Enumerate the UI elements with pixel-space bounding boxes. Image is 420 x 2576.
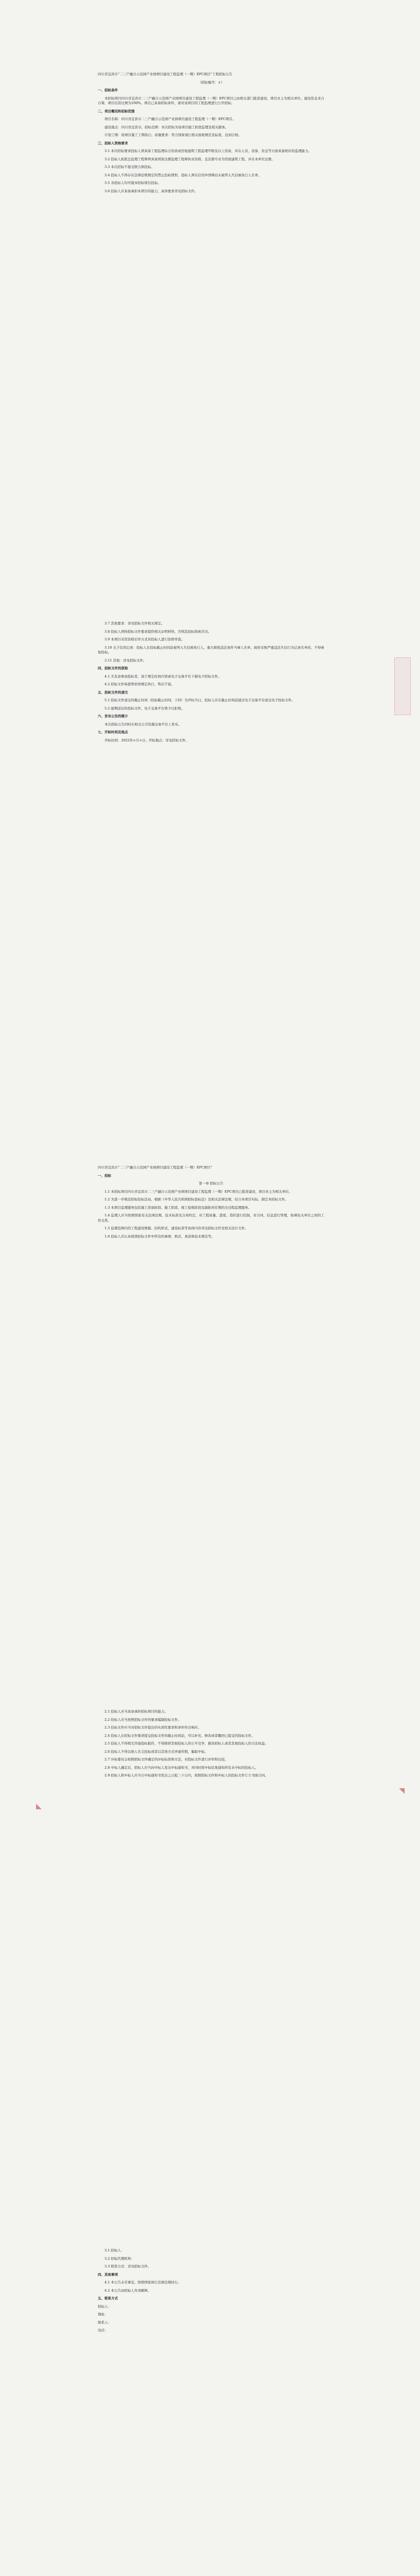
- paragraph: 3.5 各投标人均可就本招标项目投标。: [104, 181, 161, 185]
- paragraph: 项目名称：四川省宜宾市二三产融合示范园产业园项目建设工程监理（一期）EPC项目。: [104, 117, 236, 121]
- section-heading: 一、招标条件: [98, 88, 118, 92]
- paragraph: 3.2 招标代理机构：: [104, 2256, 134, 2261]
- page-4-content: [98, 1709, 324, 1782]
- paragraph: 1.1 本招标项目四川省宜宾市二三产融合示范园产业园项目建设工程监理（一期）EPC项目已批准建设，项目业主为相关单位。: [104, 1189, 292, 1194]
- page-5-content: [98, 2248, 324, 2336]
- document-intro: 四川省宜宾市“二三产融合示范园产业园项目建设工程监理（一期）EPC项目”: [98, 1165, 213, 1170]
- paragraph: 1.2 为进一步规范招标投标活动，根据《中华人民共和国招标投标法》及相关法律法规，结合本项目实际，制定本招标文件。: [104, 1197, 288, 1201]
- notice-intro: 四川省宜宾市“二三产融合示范园产业园项目建设工程监理（一期）EPC项目”工程招标公告: [98, 72, 233, 76]
- paragraph: 3.2 投标人拟派总监理工程师须具备国家注册监理工程师执业资格，且注册专业为房屋建筑工程，并在本单位注册。: [104, 157, 275, 161]
- paragraph: 2.8 中标人确定后，招标人应当向中标人发出中标通知书，并同时将中标结果通知所有未中标的投标人。: [104, 1765, 258, 1770]
- paragraph: 3.6 投标人应具备承担本项目的能力，具体要求详见招标文件。: [104, 189, 198, 193]
- paragraph: 计划工期：按项目施工工期执行。质量要求：符合国家现行相关验收规范及标准，达到合格。: [104, 133, 242, 137]
- section-heading: 四、其他事项: [98, 2272, 118, 2277]
- section-heading: 二、项目概况和招标范围: [98, 109, 135, 113]
- section-heading: 六、发布公告的媒介: [98, 714, 128, 718]
- paragraph: 3.1 招标人：: [104, 2248, 125, 2252]
- paragraph: 2.4 投标人在招标文件要求提交投标文件的截止时间前，可以补充、修改或者撤回已提交的投标文件。: [104, 1733, 255, 1738]
- paragraph: 2.9 招标人和中标人应当自中标通知书发出之日起三十日内，按照招标文件和中标人的投标文件订立书面合同。: [104, 1773, 268, 1777]
- paragraph: 2.5 投标人不得相互串通投标报价，不得排挤其他投标人的公平竞争，损害招标人或者其他投标人的合法权益。: [104, 1741, 268, 1745]
- paragraph: 3.7 其他要求：详见招标文件相关规定。: [104, 621, 165, 625]
- paragraph: 3.4 投标人不得存在法律法规规定的禁止投标情形，投标人须在信用中国网站未被列入失信被执行人名单。: [104, 173, 261, 177]
- section-heading: 四、招标文件的获取: [98, 666, 128, 670]
- section-heading: 五、投标文件的递交: [98, 690, 128, 694]
- paragraph: 1.4 监理人应当按照国家有关法律法规、技术标准及合同约定，对工程质量、进度、造价进行控制，对合同、信息进行管理，协调有关单位之间的工作关系。: [98, 1213, 324, 1223]
- paragraph: 3.11 其他：详见招标文件。: [104, 658, 147, 663]
- paragraph: 2.1 投标人应当具备承担招标项目的能力。: [104, 1709, 168, 1714]
- paragraph: 5.2 逾期送达的投标文件，电子交易平台将予以拒收。: [104, 706, 185, 710]
- paragraph: 本次招标公告同时在相关公共资源交易平台上发布。: [104, 722, 182, 726]
- paragraph: 开标时间：2022年×月×日。开标地点：详见招标文件。: [104, 738, 189, 742]
- paragraph: 4.1 本公告未尽事宜，按照国家现行法律法规执行。: [104, 2280, 181, 2284]
- section-heading: 五、联系方式: [98, 2296, 118, 2300]
- paragraph: 3.10 关于信用记录：投标人在投标截止时间前被列入失信被执行人、重大税收违法案件当事人名单、政府采购严重违法失信行为记录名单的，不得参加投标。: [98, 645, 324, 654]
- contact-line: 联系人：: [98, 2320, 111, 2325]
- paragraph: 建设地点：四川省宜宾市。招标范围：本次招标为该项目施工阶段监理及相关服务。: [104, 125, 229, 129]
- page-1-content: [98, 72, 324, 197]
- paragraph: 1.5 监理范围内的工程建设规模、结构形式、建设标准等具体内容详见招标文件及相关设计文件。: [104, 1226, 248, 1230]
- paragraph: 3.9 本项目采用资格后审方式对投标人进行资格审查。: [104, 637, 185, 641]
- chapter-heading: 第一章 招标公告: [199, 1181, 223, 1185]
- paragraph: 2.3 投标文件应当对招标文件提出的实质性要求和条件作出响应。: [104, 1725, 201, 1730]
- section-heading: 七、开标时间及地点: [98, 730, 128, 734]
- paragraph: 5.1 投标文件递交的截止时间（投标截止时间，下同）为开标当日，投标人应在截止时间前通过电子交易平台递交电子投标文件。: [104, 698, 295, 702]
- page-2-content: [98, 621, 324, 746]
- paragraph: 4.1 凡有意参加投标者，请于规定时间内登录电子交易平台下载电子招标文件。: [104, 674, 221, 679]
- paragraph: 4.2 本公告由招标人负责解释。: [104, 2288, 151, 2293]
- contact-line: 地址：: [98, 2312, 108, 2316]
- document-page-1: [0, 0, 420, 544]
- contact-line: 电话：: [98, 2328, 108, 2332]
- document-page-5: [0, 2176, 420, 2576]
- paragraph: 2.2 投标人应当按照招标文件的要求编制投标文件。: [104, 1717, 181, 1722]
- margin-mark: ◥: [399, 1787, 405, 1795]
- notice-subtitle: （招标编号：×）: [198, 80, 224, 84]
- document-page-3: [0, 1088, 420, 1632]
- paragraph: 3.8 投标人须按招标文件要求提供相关证明材料，否则其投标将被否决。: [104, 629, 212, 634]
- document-page-2: [0, 544, 420, 1088]
- paragraph: 3.1 本次招标要求投标人须具备工程监理综合资质或房屋建筑工程监理甲级及以上资质，并在人员、设备、资金等方面具备相应的监理能力。: [104, 149, 312, 153]
- paragraph: 4.2 招标文件每套售价按规定执行，售后不退。: [104, 682, 174, 686]
- paragraph: 3.3 联系方式：详见招标文件。: [104, 2264, 151, 2268]
- section-heading: 一、招标: [98, 1173, 111, 1178]
- contact-line: 招标人：: [98, 2304, 111, 2309]
- margin-mark: ◣: [36, 1802, 42, 1810]
- section-heading: 三、投标人资格要求: [98, 141, 128, 145]
- paragraph: 本招标项目四川省宜宾市二三产融合示范园产业园项目建设工程监理（一期）EPC项目已由相关部门批准建设，项目业主为相关单位，建设资金来自自筹，项目出资比例为100%。项目已具备招标条件，现对该项目的工程监理进行公开招标。: [98, 96, 324, 105]
- document-page-4: [0, 1632, 420, 2176]
- seam-stamp: [394, 657, 411, 715]
- paragraph: 2.6 投标人不得以他人名义投标或者以其他方式弄虚作假，骗取中标。: [104, 1749, 208, 1754]
- paragraph: 1.3 本项目监理服务包括施工准备阶段、施工阶段、竣工验收阶段及缺陷责任期的全过程监理服务。: [104, 1205, 252, 1210]
- paragraph: 3.3 本次招标不接受联合体投标。: [104, 165, 154, 169]
- paragraph: 1.6 投标人应认真阅读招标文件中所有的事项、格式、条款和技术规范等。: [104, 1234, 215, 1239]
- page-3-content: [98, 1165, 324, 1242]
- paragraph: 2.7 评标委员会按照招标文件确定的评标标准和方法，对投标文件进行评审和比较。: [104, 1757, 228, 1761]
